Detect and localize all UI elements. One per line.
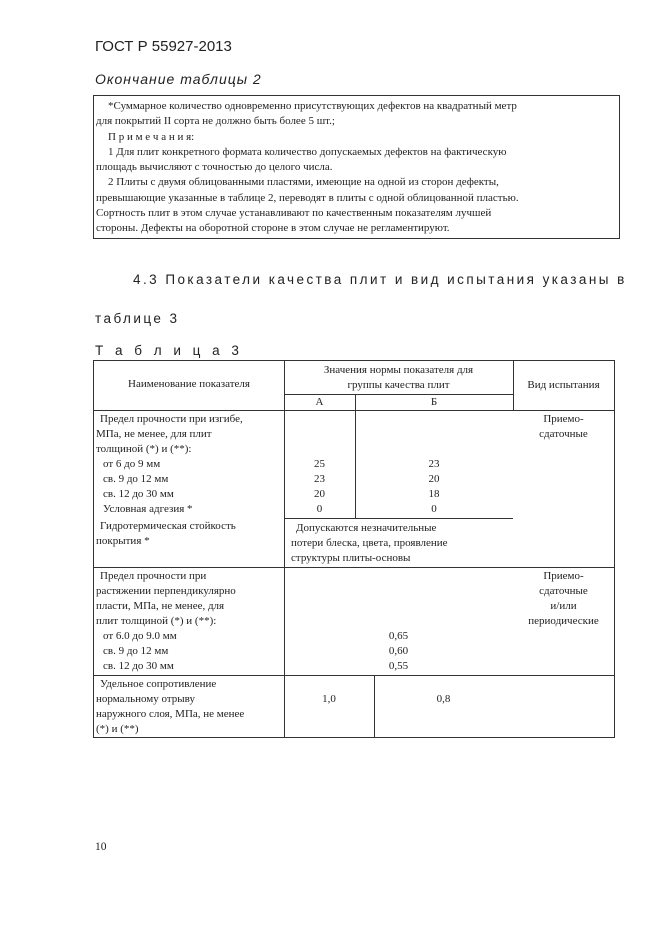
note-2-line: Сортность плит в этом случае устанавливают по качественным показателям лучшей [96, 207, 492, 220]
indicator-name: пласти, МПа, не менее, для [96, 600, 225, 612]
indicator-name: растяжении перпендикулярно [96, 585, 236, 597]
value-b: 23 [428, 458, 440, 470]
value-a: 23 [314, 473, 325, 485]
hydrothermal-name: покрытия * [96, 535, 150, 547]
value: 0,60 [388, 645, 409, 657]
value-b: 20 [428, 473, 440, 485]
value-a: 0 [316, 503, 323, 515]
document-header: ГОСТ Р 55927-2013 [95, 38, 232, 55]
test-type: сдаточные [539, 428, 588, 440]
page-number: 10 [95, 841, 107, 853]
indicator-name: (*) и (**) [96, 723, 139, 735]
block-divider [94, 675, 614, 676]
thickness-row-name: св. 12 до 30 мм [103, 660, 174, 672]
value-a: 25 [314, 458, 325, 470]
test-type: Приемо- [543, 570, 584, 582]
indicator-name: МПа, не менее, для плит [96, 428, 212, 440]
value-b: 0,8 [436, 693, 451, 705]
indicator-name: Предел прочности при [100, 570, 207, 582]
adhesion-row-name: Условная адгезия * [103, 503, 193, 515]
test-type: и/или [550, 600, 577, 612]
hydrothermal-name: Гидротермическая стойкость [100, 520, 236, 532]
column-header-values: группы качества плит [347, 379, 450, 391]
indicator-name: плит толщиной (*) и (**): [96, 615, 217, 627]
indicator-name: Предел прочности при изгибе, [100, 413, 243, 425]
table-3 [93, 360, 615, 738]
hydrothermal-value: потери блеска, цвета, проявление [291, 537, 448, 549]
thickness-row-name: св. 9 до 12 мм [103, 473, 169, 485]
hydrothermal-value: Допускаются незначительные [296, 522, 437, 534]
column-header-a: А [315, 396, 324, 408]
test-type: периодические [528, 615, 599, 627]
indicator-name: наружного слоя, МПа, не менее [96, 708, 245, 720]
value-b: 0 [431, 503, 437, 515]
row-divider [284, 518, 513, 519]
note-2-line: 2 Плиты с двумя облицованными пластями, имеющие на одной из сторон дефекты, [108, 176, 499, 189]
note-1-line: 1 Для плит конкретного формата количество допускаемых дефектов на фактическую [108, 145, 507, 158]
value-a: 20 [314, 488, 325, 500]
value: 0,55 [388, 660, 409, 672]
section-paragraph-line: 4.3 Показатели качества плит и вид испытания указаны в [133, 272, 627, 287]
column-header-test: Вид испытания [527, 379, 600, 391]
value-a: 1,0 [322, 693, 336, 705]
footnote-line: для покрытий II сорта не должно быть более 5 шт.; [96, 115, 335, 128]
test-type: сдаточные [539, 585, 588, 597]
table-caption: Т а б л и ц а 3 [95, 343, 243, 358]
table-2-footnote-box [93, 95, 620, 239]
note-2-line: превышающие указанные в таблице 2, переводят в плиты с одной облицованной пластью. [96, 191, 519, 204]
indicator-name: толщиной (*) и (**): [96, 443, 192, 455]
note-1-line: площадь вычисляют с точностью до целого числа. [96, 161, 333, 174]
indicator-name: Удельное сопротивление [100, 678, 217, 690]
col-divider [284, 361, 285, 737]
thickness-row-name: св. 9 до 12 мм [103, 645, 169, 657]
block-divider [94, 567, 614, 568]
table-continuation-title: Окончание таблицы 2 [95, 71, 262, 87]
footnote-line: *Суммарное количество одновременно присутствующих дефектов на квадратный метр [108, 100, 517, 112]
hydrothermal-value: структуры плиты-основы [291, 552, 411, 564]
thickness-row-name: св. 12 до 30 мм [103, 488, 174, 500]
notes-heading: П р и м е ч а н и я: [108, 130, 195, 143]
thickness-row-name: от 6 до 9 мм [103, 458, 161, 470]
note-2-line: стороны. Дефекты на оборотной стороне в этом случае не регламентируют. [96, 222, 450, 235]
thickness-row-name: от 6.0 до 9.0 мм [103, 630, 177, 642]
test-type: Приемо- [543, 413, 584, 425]
value: 0,65 [388, 630, 409, 642]
indicator-name: нормальному отрыву [96, 693, 195, 705]
value-b: 18 [428, 488, 440, 500]
column-header-values: Значения нормы показателя для [323, 364, 474, 376]
column-header-b: Б [430, 396, 438, 408]
column-header-name: Наименование показателя [128, 378, 250, 390]
section-paragraph-line: таблице 3 [95, 311, 180, 326]
